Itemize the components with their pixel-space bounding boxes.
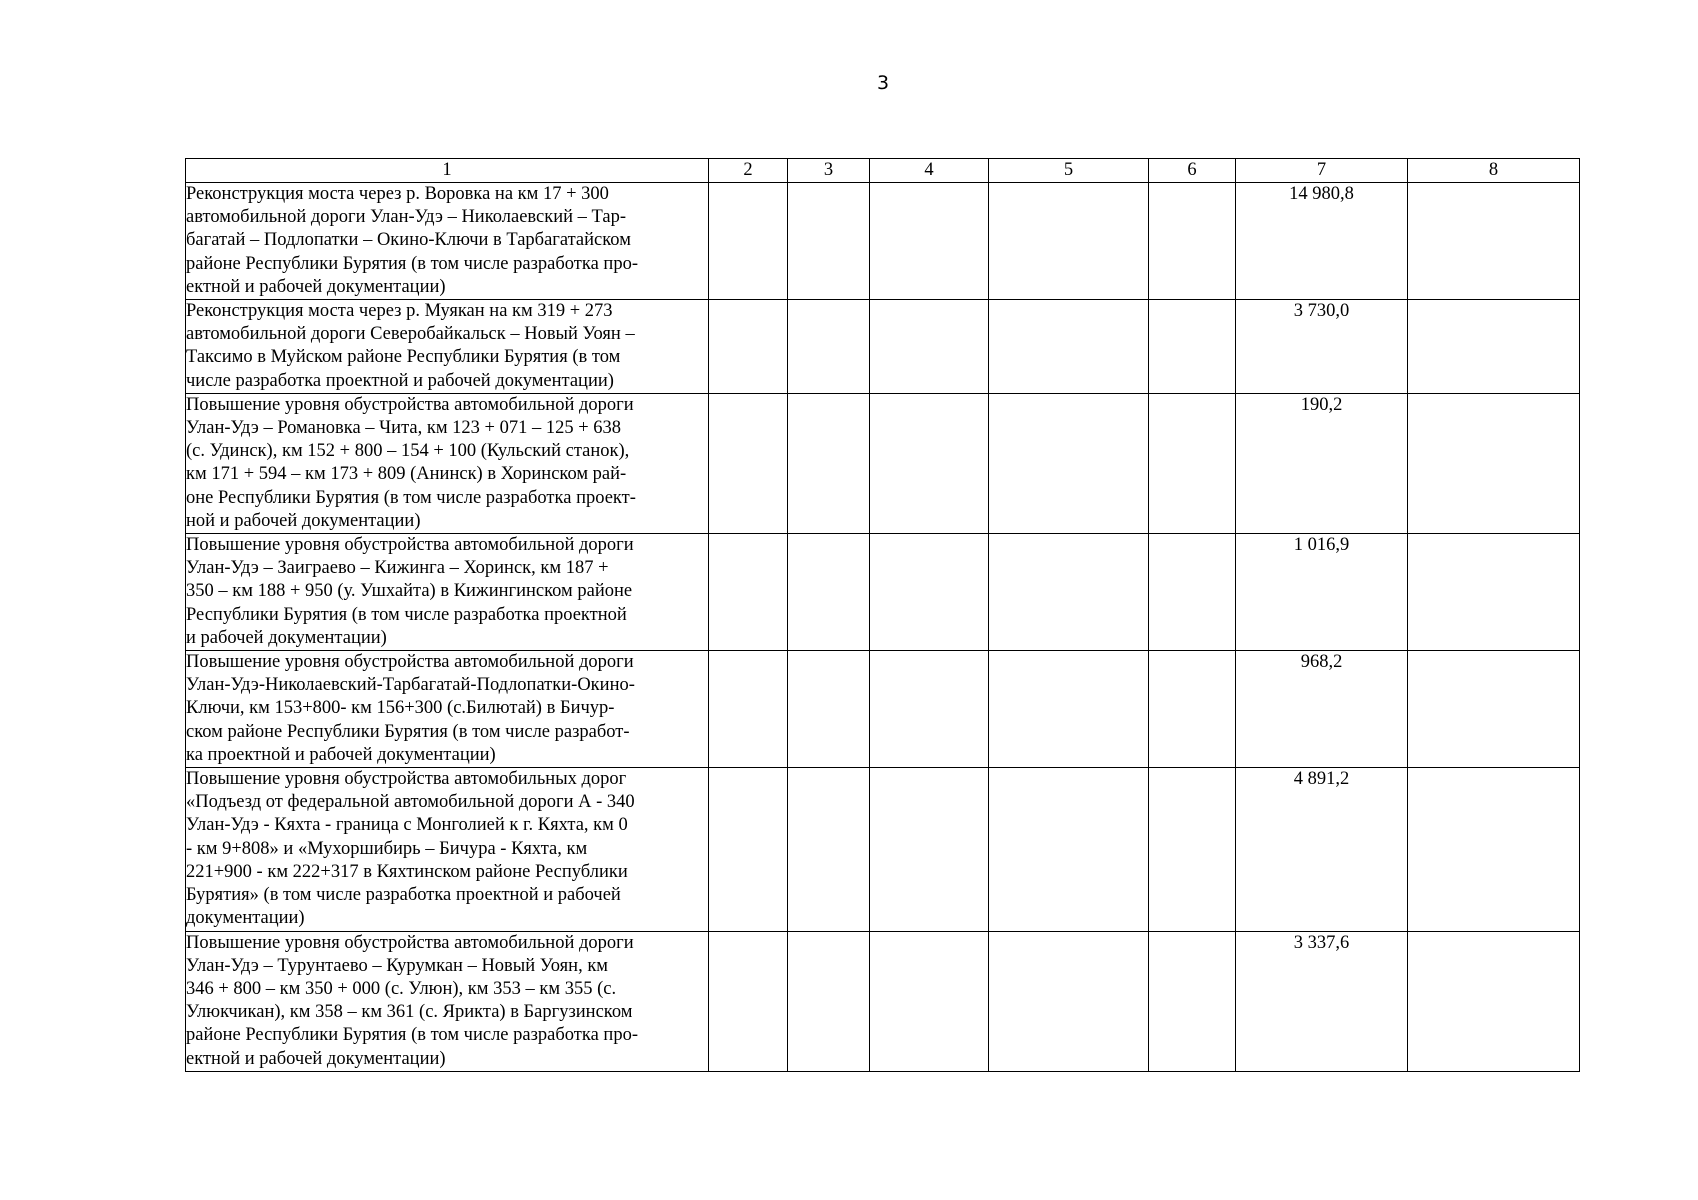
- description-line: районе Республики Бурятия (в том числе разработка про-: [186, 253, 638, 274]
- amount-cell: 4 891,2: [1236, 768, 1408, 931]
- cell-col6: [1149, 651, 1236, 768]
- column-header-5: 5: [989, 159, 1149, 183]
- description-line: Реконструкция моста через р. Муякан на км 319 + 273: [186, 301, 613, 322]
- cell-col8: [1408, 768, 1580, 931]
- cell-col4: [870, 931, 989, 1071]
- cell-col2: [709, 393, 788, 533]
- cell-col3: [788, 651, 870, 768]
- description-line: 350 – км 188 + 950 (у. Ушхайта) в Кижингинском районе: [186, 581, 633, 602]
- cell-col8: [1408, 651, 1580, 768]
- cell-col3: [788, 393, 870, 533]
- page-number: 3: [876, 72, 890, 94]
- cell-col5: [989, 183, 1149, 300]
- cell-col6: [1149, 300, 1236, 394]
- description-line: ектной и рабочей документации): [186, 276, 446, 297]
- description-line: Реконструкция моста через р. Воровка на км 17 + 300: [186, 184, 609, 204]
- description-line: числе разработка проектной и рабочей документации): [186, 370, 614, 391]
- project-description: [186, 931, 709, 1071]
- description-line: Таксимо в Муйском районе Республики Бурятия (в том: [186, 347, 621, 368]
- description-line: автомобильной дороги Северобайкальск – Новый Уоян –: [186, 324, 635, 345]
- description-line: Улан-Удэ – Романовка – Чита, км 123 + 071 – 125 + 638: [186, 418, 622, 439]
- cell-col2: [709, 183, 788, 300]
- description-line: Улюкчикан), км 358 – км 361 (с. Ярикта) в Баргузинском: [186, 1002, 633, 1023]
- column-header-7: 7: [1236, 159, 1408, 183]
- description-line: Улан-Удэ-Николаевский-Тарбагатай-Подлопатки-Окино-: [186, 675, 635, 696]
- description-line: Повышение уровня обустройства автомобильной дороги: [186, 535, 634, 556]
- project-description: [186, 534, 709, 651]
- description-line: Повышение уровня обустройства автомобильной дороги: [186, 652, 634, 673]
- cell-col5: [989, 534, 1149, 651]
- column-header-8: 8: [1408, 159, 1580, 183]
- cell-col5: [989, 300, 1149, 394]
- description-line: - км 9+808» и «Мухоршибирь – Бичура - Кяхта, км: [186, 838, 588, 859]
- description-line: Республики Бурятия (в том числе разработка проектной: [186, 604, 627, 625]
- cell-col3: [788, 931, 870, 1071]
- table-row: [186, 393, 1580, 533]
- description-line: Улан-Удэ – Заиграево – Кижинга – Хоринск, км 187 +: [186, 558, 609, 579]
- column-header-3: 3: [788, 159, 870, 183]
- cell-col8: [1408, 393, 1580, 533]
- cell-col6: [1149, 931, 1236, 1071]
- budget-table: [185, 158, 1580, 1072]
- cell-col5: [989, 931, 1149, 1071]
- description-line: Ключи, км 153+800- км 156+300 (с.Билютай) в Бичур-: [186, 698, 615, 719]
- table-row: [186, 183, 1580, 300]
- column-header-4: 4: [870, 159, 989, 183]
- table-row: [186, 300, 1580, 394]
- cell-col6: [1149, 183, 1236, 300]
- cell-col6: [1149, 768, 1236, 931]
- cell-col6: [1149, 393, 1236, 533]
- project-description: [186, 183, 709, 300]
- table-row: [186, 768, 1580, 931]
- project-description: [186, 393, 709, 533]
- cell-col3: [788, 300, 870, 394]
- cell-col5: [989, 768, 1149, 931]
- cell-col4: [870, 183, 989, 300]
- cell-col4: [870, 300, 989, 394]
- cell-col2: [709, 651, 788, 768]
- cell-col4: [870, 651, 989, 768]
- description-line: и рабочей документации): [186, 627, 387, 648]
- column-header-2: 2: [709, 159, 788, 183]
- column-header-6: 6: [1149, 159, 1236, 183]
- amount-cell: 190,2: [1236, 393, 1408, 533]
- description-line: «Подъезд от федеральной автомобильной дороги А - 340: [186, 792, 635, 813]
- description-line: км 171 + 594 – км 173 + 809 (Анинск) в Хоринском рай-: [186, 464, 627, 485]
- cell-col2: [709, 534, 788, 651]
- description-line: Повышение уровня обустройства автомобильной дороги: [186, 394, 634, 415]
- cell-col4: [870, 534, 989, 651]
- project-description: [186, 651, 709, 768]
- cell-col5: [989, 651, 1149, 768]
- amount-cell: 968,2: [1236, 651, 1408, 768]
- amount-cell: 3 730,0: [1236, 300, 1408, 394]
- cell-col4: [870, 393, 989, 533]
- project-description: [186, 768, 709, 931]
- description-line: оне Республики Бурятия (в том числе разработка проект-: [186, 487, 636, 508]
- cell-col8: [1408, 183, 1580, 300]
- description-line: Улан-Удэ - Кяхта - граница с Монголией к г. Кяхта, км 0: [186, 815, 628, 836]
- cell-col5: [989, 393, 1149, 533]
- description-line: багатай – Подлопатки – Окино-Ключи в Тарбагатайском: [186, 230, 631, 251]
- cell-col8: [1408, 534, 1580, 651]
- cell-col8: [1408, 300, 1580, 394]
- description-line: 346 + 800 – км 350 + 000 (с. Улюн), км 353 – км 355 (с.: [186, 978, 617, 999]
- cell-col8: [1408, 931, 1580, 1071]
- amount-cell: 1 016,9: [1236, 534, 1408, 651]
- description-line: Повышение уровня обустройства автомобильных дорог: [186, 769, 627, 790]
- table-row: [186, 651, 1580, 768]
- header-row: [186, 159, 1580, 183]
- description-line: Улан-Удэ – Турунтаево – Курумкан – Новый Уоян, км: [186, 955, 609, 976]
- amount-cell: 14 980,8: [1236, 183, 1408, 300]
- amount-cell: 3 337,6: [1236, 931, 1408, 1071]
- description-line: Бурятия» (в том числе разработка проектной и рабочей: [186, 885, 621, 906]
- project-description: [186, 300, 709, 394]
- cell-col6: [1149, 534, 1236, 651]
- table-row: [186, 534, 1580, 651]
- cell-col2: [709, 300, 788, 394]
- column-header-1: 1: [186, 159, 709, 183]
- description-line: документации): [186, 908, 305, 929]
- cell-col2: [709, 768, 788, 931]
- description-line: ектной и рабочей документации): [186, 1048, 446, 1069]
- cell-col2: [709, 931, 788, 1071]
- description-line: Повышение уровня обустройства автомобильной дороги: [186, 932, 634, 953]
- description-line: ка проектной и рабочей документации): [186, 744, 496, 765]
- cell-col4: [870, 768, 989, 931]
- table-row: [186, 931, 1580, 1071]
- cell-col3: [788, 534, 870, 651]
- description-line: районе Республики Бурятия (в том числе разработка про-: [186, 1025, 638, 1046]
- description-line: (с. Удинск), км 152 + 800 – 154 + 100 (Кульский станок),: [186, 441, 630, 462]
- cell-col3: [788, 183, 870, 300]
- cell-col3: [788, 768, 870, 931]
- description-line: ском районе Республики Бурятия (в том числе разработ-: [186, 721, 630, 742]
- description-line: ной и рабочей документации): [186, 510, 421, 531]
- description-line: 221+900 - км 222+317 в Кяхтинском районе Республики: [186, 861, 628, 882]
- description-line: автомобильной дороги Улан-Удэ – Николаевский – Тар-: [186, 207, 627, 228]
